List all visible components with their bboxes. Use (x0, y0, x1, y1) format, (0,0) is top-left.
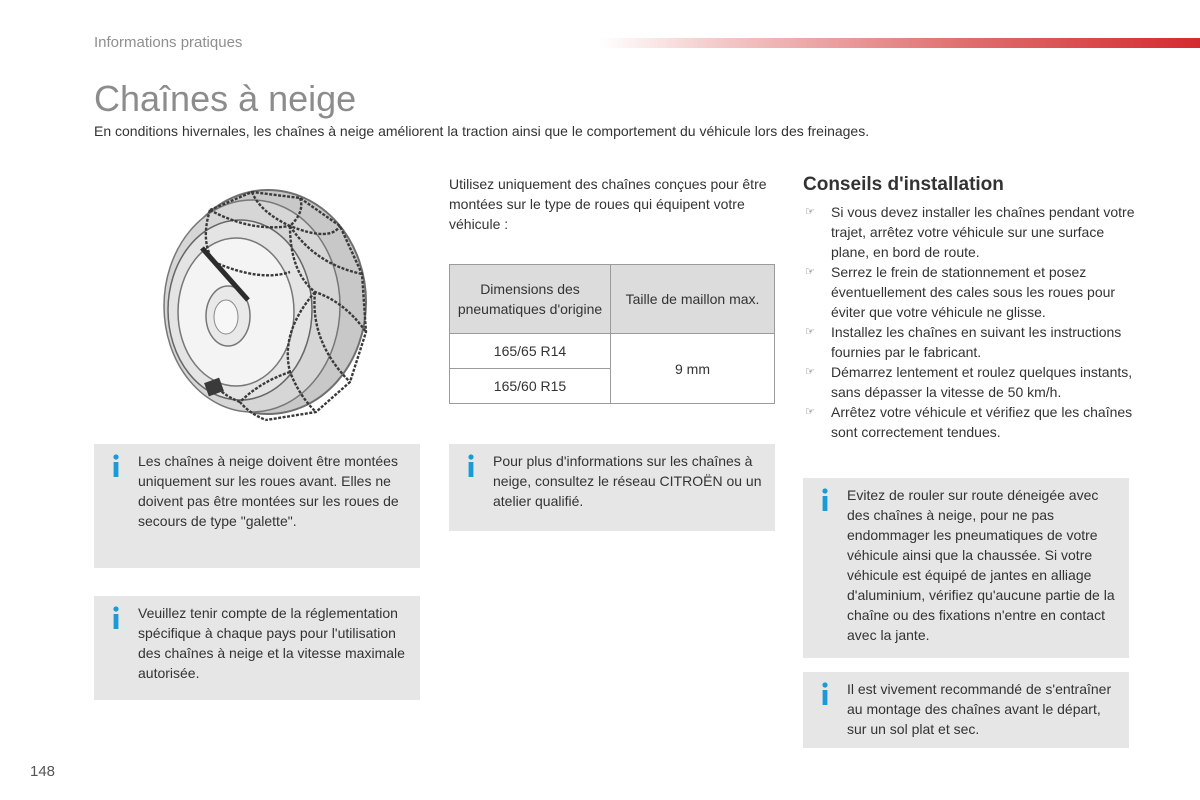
tip-text: Démarrez lentement et roulez quelques instants, sans dépasser la vitesse de 50 km/h. (831, 364, 1133, 400)
info-text: Il est vivement recommandé de s'entraîner au montage des chaînes avant le départ, sur un sol plat et sec. (847, 681, 1112, 737)
info-box-dealer (449, 444, 775, 531)
info-icon (108, 453, 124, 477)
pointing-hand-icon: ☞ (805, 326, 815, 338)
table-header-row (450, 265, 775, 334)
table-header-tire: Dimensions des pneumatiques d'origine (450, 265, 611, 334)
info-icon (817, 487, 833, 511)
tip-text: Serrez le frein de stationnement et posez éventuellement des cales sous les roues pour éviter que votre véhicule ne glisse. (831, 264, 1116, 320)
intro-text: En conditions hivernales, les chaînes à neige améliorent la traction ainsi que le comportement du véhicule lors des freinages. (94, 123, 870, 139)
list-item (803, 322, 1138, 362)
list-item (803, 402, 1138, 442)
usage-instruction: Utilisez uniquement des chaînes conçues pour être montées sur le type de roues qui équipent votre véhicule : (449, 176, 767, 232)
info-box-regulation (94, 596, 420, 700)
page-number: 148 (30, 763, 56, 780)
pointing-hand-icon: ☞ (805, 206, 815, 218)
list-item (803, 362, 1138, 402)
info-icon (463, 453, 479, 477)
info-icon (817, 681, 833, 705)
table-row (450, 334, 775, 369)
section-label: Informations pratiques (94, 34, 243, 51)
info-text: Les chaînes à neige doivent être montées uniquement sur les roues avant. Elles ne doivent pas être montées sur les roues de secours de type "galette". (138, 453, 399, 529)
header-accent-bar (600, 38, 1200, 48)
tip-text: Si vous devez installer les chaînes pendant votre trajet, arrêtez votre véhicule sur une surface plane, en bord de route. (831, 204, 1135, 260)
table-cell-tire: 165/65 R14 (450, 334, 611, 369)
installation-title: Conseils d'installation (803, 174, 1004, 195)
pointing-hand-icon: ☞ (805, 366, 815, 378)
list-item (803, 262, 1138, 322)
tip-text: Arrêtez votre véhicule et vérifiez que les chaînes sont correctement tendues. (831, 404, 1133, 440)
page-title: Chaînes à neige (94, 78, 357, 119)
tire-with-snow-chains-icon (140, 182, 380, 422)
pointing-hand-icon: ☞ (805, 266, 815, 278)
table-header-link-size: Taille de maillon max. (611, 265, 775, 334)
info-box-front-wheels (94, 444, 420, 568)
table-cell-link-size: 9 mm (611, 334, 775, 404)
list-item (803, 202, 1138, 262)
tip-text: Installez les chaînes en suivant les instructions fournies par le fabricant. (831, 324, 1122, 360)
info-text: Pour plus d'informations sur les chaînes à neige, consultez le réseau CITROËN ou un atelier qualifié. (493, 453, 762, 509)
info-box-cleared-road (803, 478, 1129, 658)
info-box-practice (803, 672, 1129, 748)
tire-dimensions-table (449, 264, 775, 404)
pointing-hand-icon: ☞ (805, 406, 815, 418)
installation-tips-list (803, 202, 1138, 442)
info-text: Evitez de rouler sur route déneigée avec des chaînes à neige, pour ne pas endommager les pneumatiques de votre véhicule ainsi que la chaussée. Si votre véhicule est équipé de jantes en alliage d'aluminium, vérifiez qu'aucune partie de la chaîne ou des fixations n'entre en contact avec la jante. (847, 487, 1115, 643)
info-text: Veuillez tenir compte de la réglementation spécifique à chaque pays pour l'utilisation des chaînes à neige et la vitesse maximale autorisée. (138, 605, 405, 681)
table-cell-tire: 165/60 R15 (450, 369, 611, 404)
info-icon (108, 605, 124, 629)
